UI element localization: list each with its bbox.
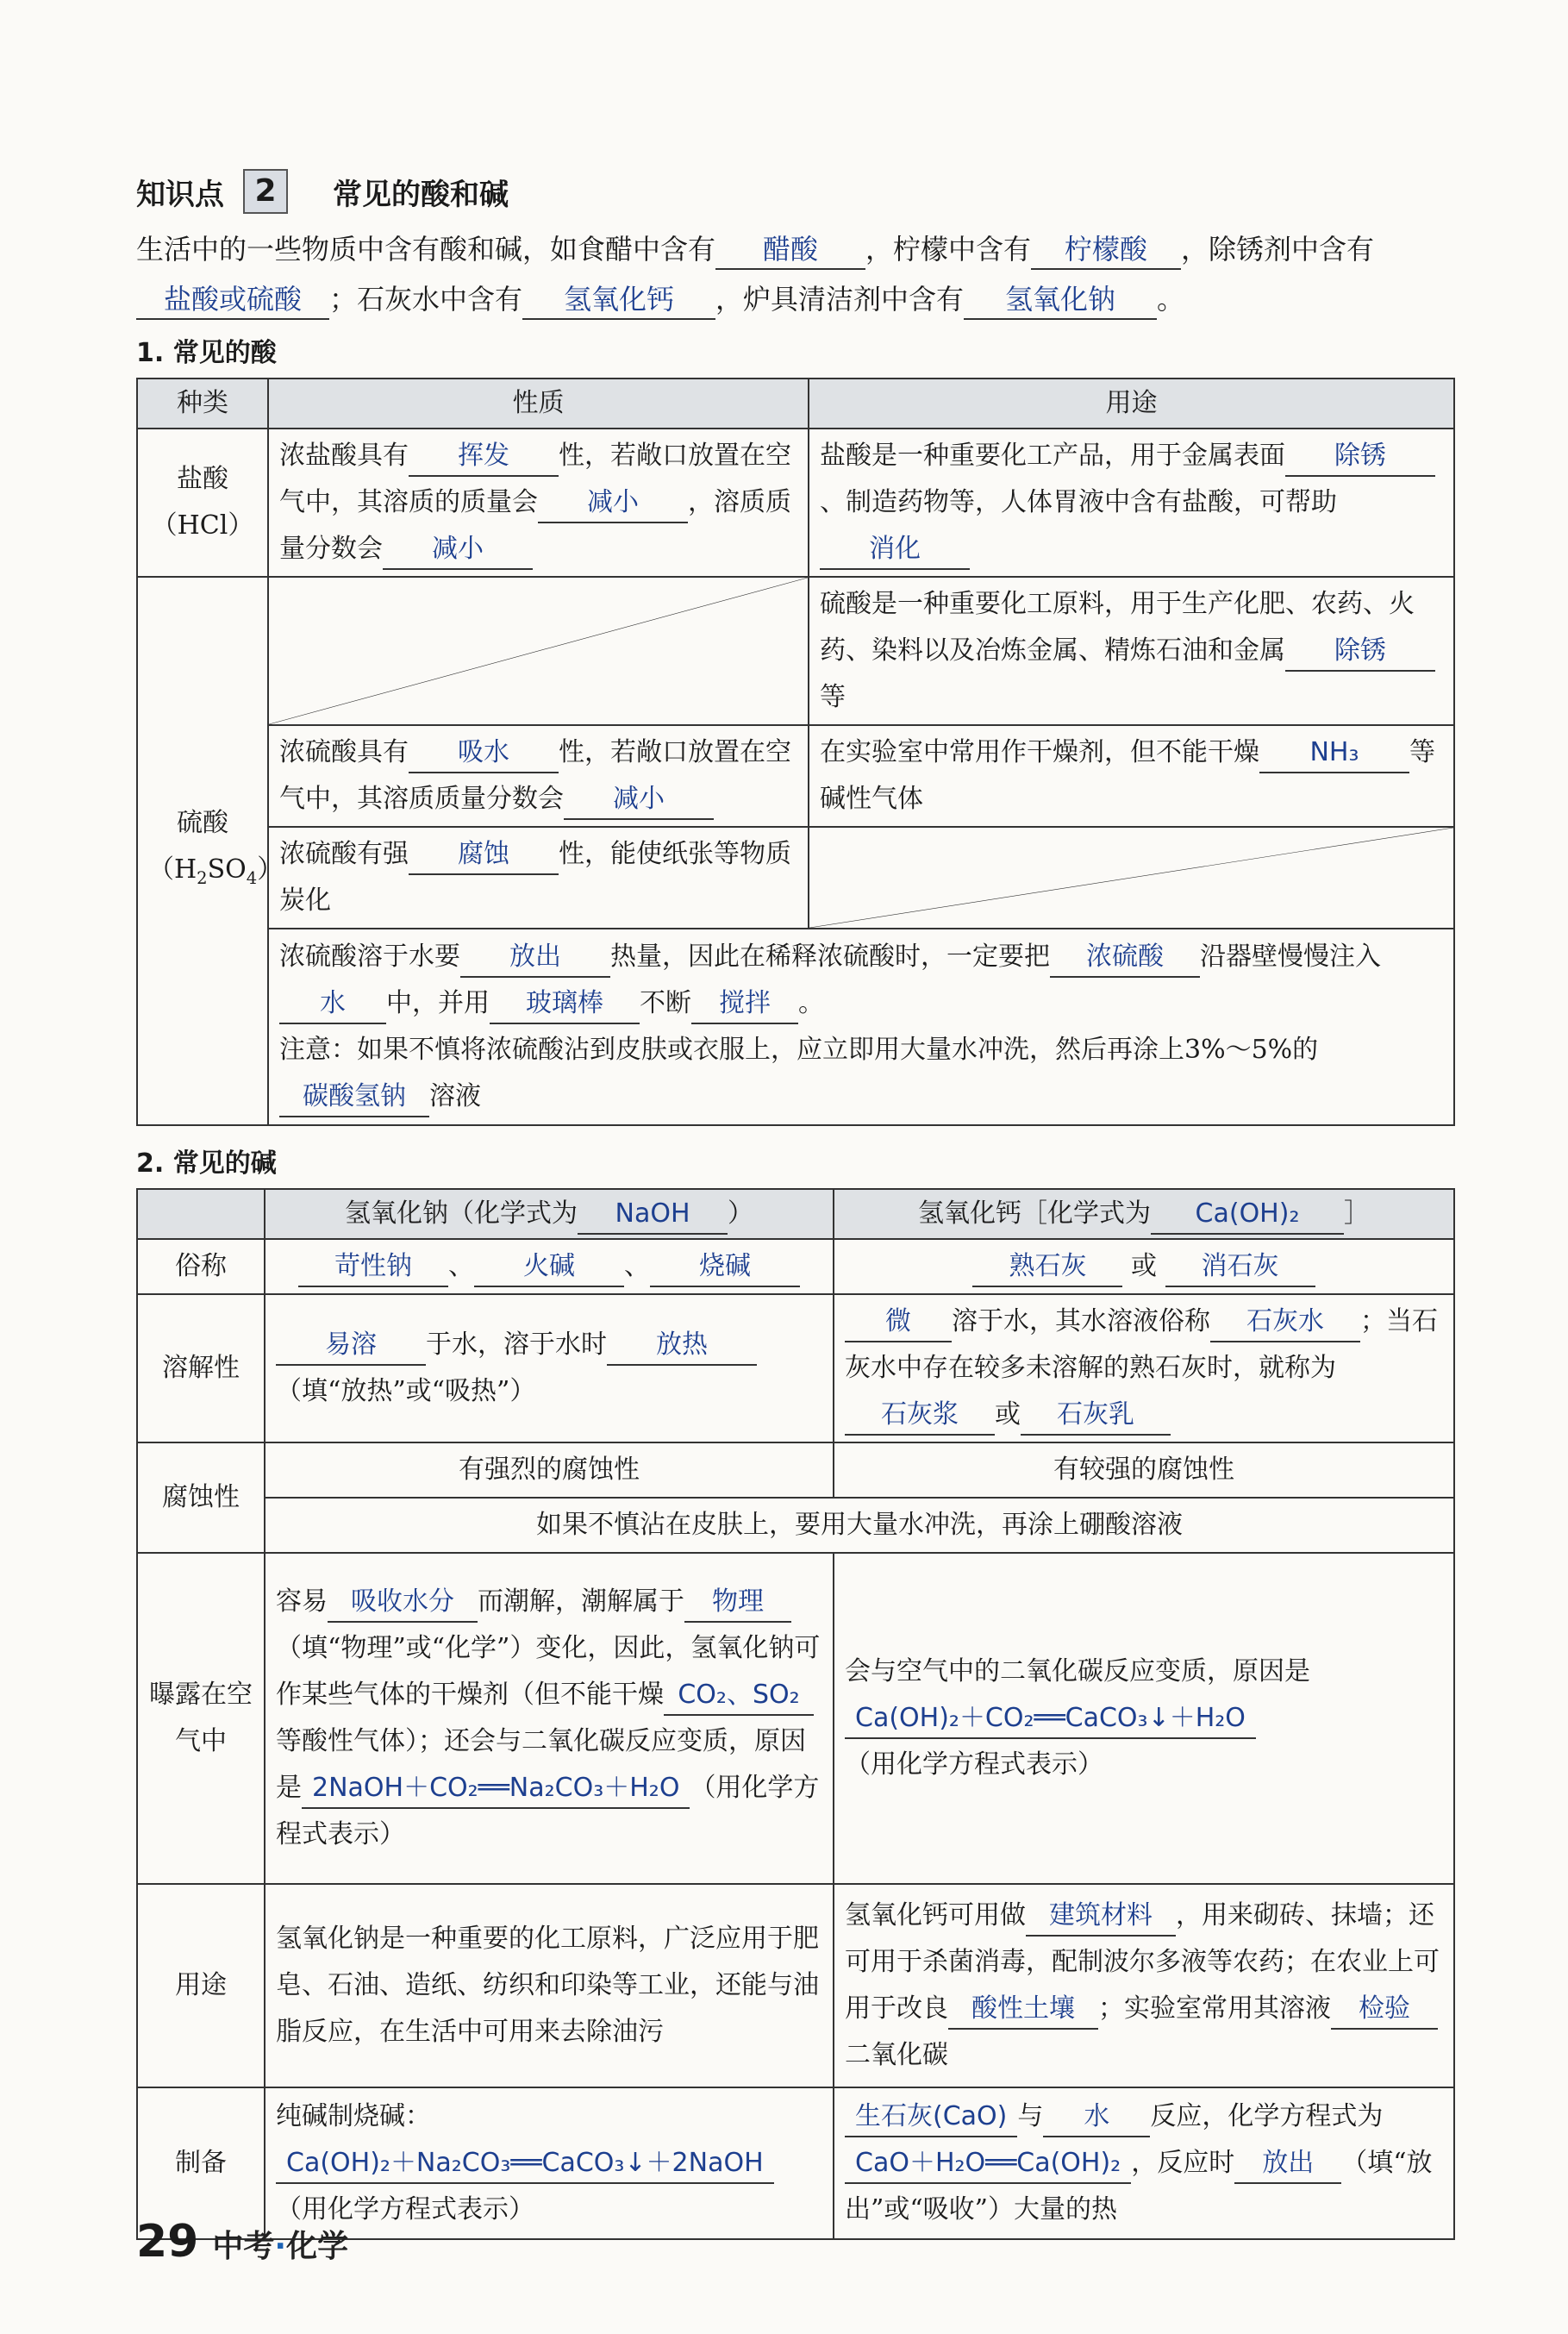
- text: 氢氧化钠（化学式为: [345, 1198, 578, 1229]
- text: 容易: [276, 1586, 328, 1617]
- naoh-uses: 氢氧化钠是一种重要的化工原料，广泛应用于肥皂、石油、造纸、纺织和印染等工业，还能与油脂反应，在生活中可用来去除油污: [265, 1884, 834, 2087]
- text: 中，并用: [386, 988, 490, 1018]
- text: 浓硫酸溶于水要: [279, 942, 460, 972]
- section-heading-acids: 1. 常见的酸: [136, 338, 277, 368]
- text: ；实验室常用其溶液: [1098, 1993, 1331, 2024]
- text: 硫酸是一种重要化工原料，用于生产化肥、农药、火药、染料以及冶炼金属、精炼石油和金属: [820, 589, 1415, 666]
- h2so4-use-1: [809, 577, 1454, 725]
- answer-blank: 碳酸氢钠: [279, 1078, 429, 1117]
- answer-blank: 物理: [684, 1583, 791, 1623]
- text: （填“物理”或“化学”）变化，因此，氢氧化钠可作某些气体的干燥剂（但不能干燥: [276, 1633, 821, 1710]
- answer-blank: 石灰水: [1210, 1303, 1360, 1342]
- text: 中考: [212, 2229, 275, 2264]
- answer-blank: 2NaOH＋CO₂══Na₂CO₃＋H₂O: [302, 1769, 690, 1809]
- answer-blank: 易溶: [276, 1326, 426, 1366]
- acids-header-use: 用途: [809, 379, 1454, 429]
- kp-title: 常见的酸和碱: [333, 177, 509, 212]
- intro-text: ，炉具清洁剂中含有: [715, 283, 965, 316]
- text: 等酸性气体）；还会与二氧化碳反应变质，原因是: [276, 1726, 806, 1803]
- answer-blank: 检验: [1331, 1990, 1438, 2030]
- text: 、制造药物等，人体胃液中含有盐酸，可帮助: [820, 487, 1337, 517]
- text: 或: [1131, 1251, 1157, 1281]
- h2so4-name: 硫酸: [177, 808, 228, 838]
- text: 浓硫酸有强: [279, 839, 409, 869]
- text: ；当石灰水中存在较多未溶解的熟石灰时，就称为: [845, 1306, 1438, 1383]
- answer-blank: 熟石灰: [972, 1248, 1122, 1287]
- intro-text: 。: [1157, 283, 1185, 316]
- page-footer: [136, 2216, 348, 2268]
- text: 等碱性气体: [820, 737, 1435, 814]
- diagonal-empty-cell: [268, 577, 809, 725]
- row-label-corrosive: 腐蚀性: [137, 1442, 265, 1553]
- h2so4-property-1: [268, 725, 809, 827]
- text: ，溶质质量分数会: [279, 487, 791, 564]
- text: （填“放出”或“吸收”）大量的热: [845, 2148, 1433, 2224]
- text: 性，若敞口放置在空气中，其溶质质量分数会: [279, 737, 791, 814]
- intro-text: ；石灰水中含有: [329, 283, 523, 316]
- text: SO: [207, 854, 247, 885]
- answer-blank: 火碱: [474, 1248, 624, 1287]
- answer-blank: 腐蚀: [409, 835, 559, 875]
- answer-blank: Ca(OH)₂＋Na₂CO₃══CaCO₃↓＋2NaOH: [276, 2144, 774, 2184]
- text: 化学: [286, 2229, 349, 2264]
- text: 浓硫酸具有: [279, 737, 409, 767]
- answer-blank: 生石灰(CaO): [845, 2098, 1017, 2137]
- text: 氢氧化钙可用做: [845, 1900, 1026, 1930]
- answer-blank: 放出: [1234, 2144, 1341, 2184]
- naoh-preparation: [265, 2087, 834, 2239]
- hcl-use: [809, 429, 1454, 577]
- text: 与: [1017, 2101, 1044, 2131]
- knowledge-point-header: [136, 164, 1455, 219]
- bases-header-caoh: [834, 1189, 1454, 1239]
- hcl-cell: [137, 429, 268, 577]
- text: （用化学方程式表示）: [276, 2194, 534, 2224]
- answer-blank: 消化: [820, 530, 970, 570]
- page-number: 29: [136, 2216, 199, 2268]
- section-heading-bases: 2. 常见的碱: [136, 1148, 277, 1179]
- intro-paragraph: [136, 224, 1455, 324]
- intro-text: ，除锈剂中含有: [1181, 233, 1375, 266]
- answer-blank: 吸收水分: [328, 1583, 478, 1623]
- answer-blank: 浓硫酸: [1050, 938, 1200, 978]
- hcl-property: [268, 429, 809, 577]
- row-label-exposure: 曝露在空气中: [137, 1553, 265, 1884]
- answer-blank: 减小: [564, 780, 714, 820]
- acids-header-property: 性质: [268, 379, 809, 429]
- text: ，用来砌砖、抹墙；还可用于杀菌消毒，配制波尔多液等农药；在农业上可用于改良: [845, 1900, 1440, 2024]
- row-label-solubility: 溶解性: [137, 1294, 265, 1442]
- naoh-solubility: [265, 1294, 834, 1442]
- separator: ·: [274, 2229, 287, 2264]
- bases-header-naoh: [265, 1189, 834, 1239]
- text: 沿器壁慢慢注入: [1200, 942, 1381, 972]
- answer-blank: 氢氧化钠: [964, 280, 1157, 320]
- text: 氢氧化钙［化学式为: [918, 1198, 1151, 1229]
- caoh-uses: [834, 1884, 1454, 2087]
- h2so4-formula: [148, 854, 284, 888]
- answer-blank: 除锈: [1285, 437, 1435, 477]
- text: （用化学方程式表示）: [276, 1773, 820, 1849]
- text: 盐酸是一种重要化工产品，用于金属表面: [820, 441, 1285, 471]
- answer-blank: 减小: [538, 484, 688, 523]
- answer-blank: Ca(OH)₂＋CO₂══CaCO₃↓＋H₂O: [845, 1699, 1256, 1739]
- page-content: [136, 164, 1455, 2240]
- text: 于水，溶于水时: [426, 1330, 607, 1360]
- answer-blank: 醋酸: [715, 230, 865, 270]
- text: 二氧化碳: [845, 2040, 948, 2070]
- diagonal-line: [269, 578, 808, 724]
- row-label-common-name: 俗称: [137, 1239, 265, 1294]
- h2so4-dilution: [268, 929, 1454, 1125]
- answer-blank: CaO＋H₂O══Ca(OH)₂: [845, 2144, 1131, 2184]
- answer-blank: 水: [279, 985, 386, 1024]
- answer-blank: 放出: [460, 938, 610, 978]
- bases-table: [136, 1188, 1455, 2240]
- text: ）: [728, 1198, 753, 1229]
- intro-text: 生活中的一些物质中含有酸和碱，如食醋中含有: [136, 233, 716, 266]
- text: 性，若敞口放置在空气中，其溶质的质量会: [279, 441, 791, 517]
- caoh-corrosive: 有较强的腐蚀性: [834, 1442, 1454, 1498]
- kp-number: 2: [243, 169, 288, 214]
- answer-blank: CO₂、SO₂: [664, 1676, 814, 1716]
- text: 纯碱制烧碱：: [276, 2101, 431, 2131]
- text: 溶于水，其水溶液俗称: [952, 1306, 1210, 1336]
- answer-blank: 挥发: [409, 437, 559, 477]
- hcl-name: 盐酸: [177, 464, 228, 494]
- text: ，反应时: [1131, 2148, 1235, 2178]
- h2so4-property-2: [268, 827, 809, 929]
- answer-blank: 微: [845, 1303, 952, 1342]
- naoh-exposure: [265, 1553, 834, 1884]
- kp-label: 知识点: [136, 177, 224, 212]
- answer-blank: NH₃: [1259, 734, 1409, 773]
- answer-blank: 放热: [607, 1326, 757, 1366]
- caoh-solubility: [834, 1294, 1454, 1442]
- text: 而潮解，潮解属于: [478, 1586, 684, 1617]
- text: 性，能使纸张等物质炭化: [279, 839, 791, 916]
- row-label-uses: 用途: [137, 1884, 265, 2087]
- diagonal-empty-cell: [809, 827, 1454, 929]
- answer-blank: 柠檬酸: [1031, 230, 1181, 270]
- book-title: [212, 2222, 348, 2266]
- answer-blank: 吸水: [409, 734, 559, 773]
- answer-blank: NaOH: [578, 1195, 728, 1235]
- text: ］: [1344, 1198, 1370, 1229]
- bases-header-blank: [137, 1189, 265, 1239]
- answer-blank: 烧碱: [650, 1248, 800, 1287]
- answer-blank: 酸性土壤: [948, 1990, 1098, 2030]
- answer-blank: 苛性钠: [298, 1248, 448, 1287]
- text: （填“放热”或“吸热”）: [276, 1376, 536, 1406]
- text: 热量，因此在稀释浓硫酸时，一定要把: [610, 942, 1050, 972]
- note-text: 溶液: [429, 1081, 481, 1111]
- answer-blank: 水: [1043, 2098, 1150, 2137]
- intro-text: ，柠檬中含有: [865, 233, 1032, 266]
- text: 会与空气中的二氧化碳反应变质，原因是: [845, 1656, 1310, 1686]
- answer-blank: 除锈: [1285, 632, 1435, 672]
- text: 或: [995, 1399, 1021, 1430]
- row-label-preparation: 制备: [137, 2087, 265, 2239]
- answer-blank: 减小: [383, 530, 533, 570]
- text: 不断: [640, 988, 691, 1018]
- text: 在实验室中常用作干燥剂，但不能干燥: [820, 737, 1259, 767]
- text: 反应，化学方程式为: [1150, 2101, 1384, 2131]
- text: （用化学方程式表示）: [845, 1749, 1103, 1780]
- answer-blank: 石灰浆: [845, 1396, 995, 1436]
- subscript: 2: [197, 868, 208, 888]
- answer-blank: 搅拌: [691, 985, 798, 1024]
- answer-blank: 氢氧化钙: [522, 280, 715, 320]
- note-text: 注意：如果不慎将浓硫酸沾到皮肤或衣服上，应立即用大量水冲洗，然后再涂上3%～5%的: [279, 1035, 1319, 1065]
- text: 浓盐酸具有: [279, 441, 409, 471]
- naoh-common-name: 苛性钠 、 火碱 、 烧碱: [265, 1239, 834, 1294]
- corrosive-first-aid: 如果不慎沾在皮肤上，要用大量水冲洗，再涂上硼酸溶液: [265, 1498, 1454, 1553]
- h2so4-use-2: [809, 725, 1454, 827]
- acids-header-type: 种类: [137, 379, 268, 429]
- hcl-formula: （HCl）: [151, 510, 254, 541]
- acids-table: [136, 378, 1455, 1126]
- text: 等: [820, 682, 846, 712]
- text: ）: [257, 854, 284, 885]
- diagonal-line: [809, 828, 1453, 928]
- caoh-preparation: [834, 2087, 1454, 2239]
- answer-blank: 盐酸或硫酸: [136, 280, 329, 320]
- caoh-exposure: [834, 1553, 1454, 1884]
- text: （H: [148, 854, 197, 885]
- answer-blank: 玻璃棒: [490, 985, 640, 1024]
- text: 。: [798, 988, 824, 1018]
- answer-blank: 建筑材料: [1026, 1897, 1176, 1937]
- answer-blank: Ca(OH)₂: [1151, 1195, 1344, 1235]
- answer-blank: 消石灰: [1165, 1248, 1315, 1287]
- answer-blank: 石灰乳: [1021, 1396, 1171, 1436]
- subscript: 4: [246, 868, 258, 888]
- naoh-corrosive: 有强烈的腐蚀性: [265, 1442, 834, 1498]
- caoh-common-name: [834, 1239, 1454, 1294]
- h2so4-cell: [137, 577, 284, 1125]
